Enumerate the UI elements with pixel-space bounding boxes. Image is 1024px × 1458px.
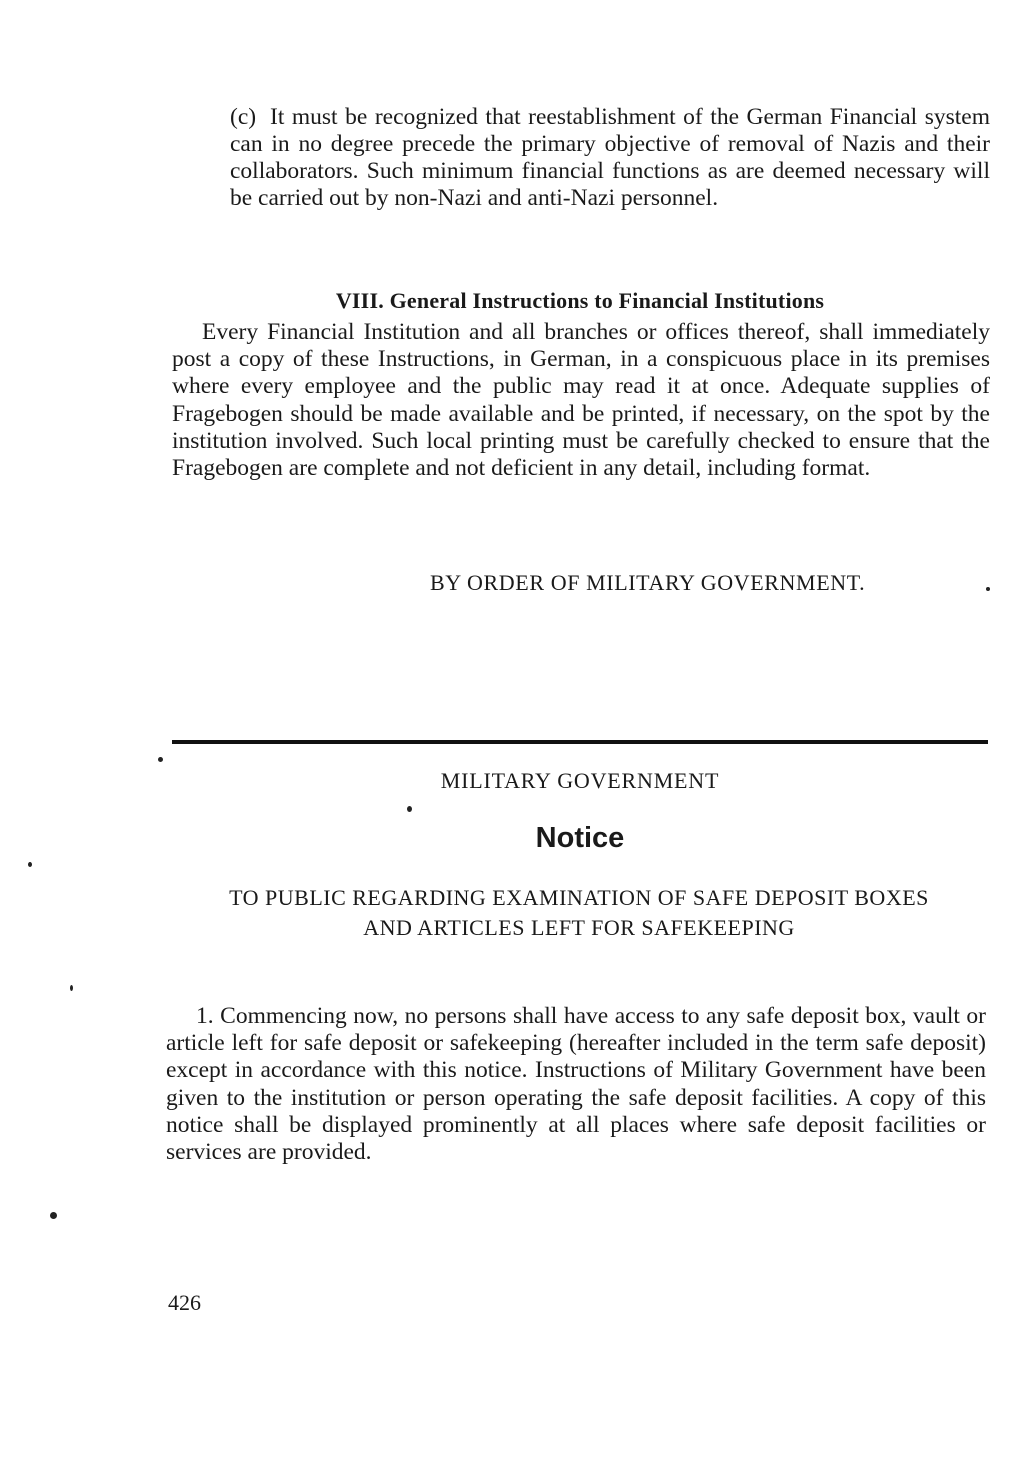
order-signature-line: BY ORDER OF MILITARY GOVERNMENT. (430, 570, 866, 595)
scan-speck (986, 587, 990, 591)
paragraph-c-text: It must be recognized that reestablishment of the German Financial system can in no degree precede the primary objective of removal of Nazis and their collaborators. Such minimum financial functions as are deemed necessary will be carried out by non-Nazi and anti-Nazi personnel. (230, 104, 990, 211)
scan-speck (407, 806, 412, 812)
page-number: 426 (168, 1290, 201, 1315)
notice-subtitle (166, 883, 992, 943)
scan-speck (70, 985, 73, 991)
notice-paragraph-1: 1. Commencing now, no persons shall have access to any safe deposit box, vault or article left for safe deposit or safekeeping (hereafter included in the term safe deposit) except in accordance with this notice. Instructions of Military Government have been given to the institution or person operating the safe deposit facilities. A copy of this notice shall be displayed prominently at all places where safe deposit facilities or services are provided. (166, 1003, 986, 1166)
horizontal-divider (172, 740, 988, 744)
section-viii-heading: VIII. General Instructions to Financial Institutions (335, 288, 825, 313)
notice-subtitle-line-1: TO PUBLIC REGARDING EXAMINATION OF SAFE DEPOSIT BOXES (229, 885, 929, 910)
paragraph-c-label: (c) (230, 104, 257, 130)
section-viii-body: Every Financial Institution and all branches or offices thereof, shall immediately post a copy of these Instructions, in German, in a conspicuous place in its premises where every employee and the public may read it at once. Adequate supplies of Fragebogen should be made available and be printed, if necessary, on the spot by the institution involved. Such local printing must be carefully checked to ensure that the Fragebogen are complete and not deficient in any detail, including format. (172, 319, 990, 482)
notice-title: Notice (535, 822, 625, 854)
scan-speck (28, 862, 32, 867)
scan-speck (158, 757, 163, 762)
notice-issuer: MILITARY GOVERNMENT (440, 768, 720, 793)
notice-subtitle-line-2: AND ARTICLES LEFT FOR SAFEKEEPING (363, 915, 795, 940)
scan-speck (50, 1212, 57, 1219)
paragraph-c (230, 104, 990, 212)
